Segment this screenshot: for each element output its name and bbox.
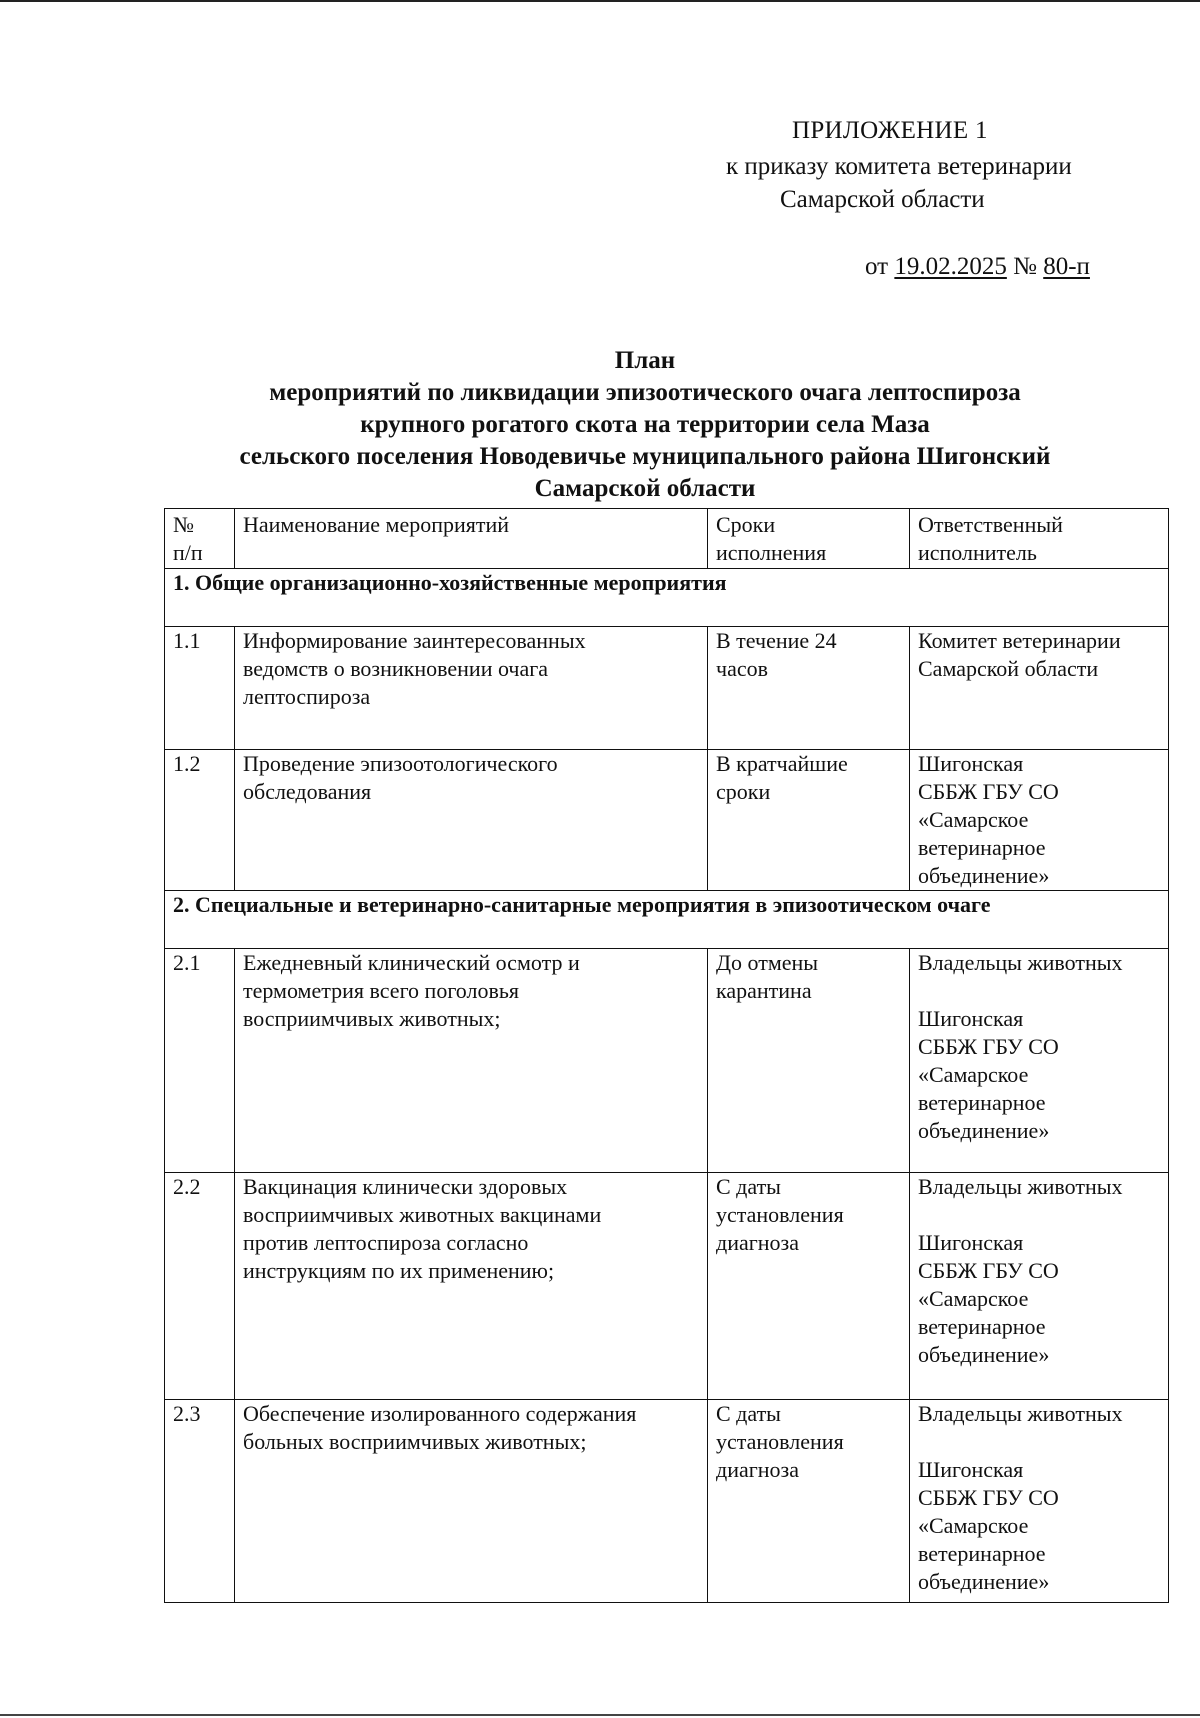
order-number-sign: № [1013,253,1037,280]
measures-table [164,508,1169,1603]
row-name: Информирование заинтересованных ведомств о возникновении очага лептоспироза [235,627,708,750]
section-row-1 [165,569,1169,627]
row-num: 2.2 [165,1173,235,1400]
header-num: № п/п [165,509,235,569]
row-term: С даты установления диагноза [708,1400,910,1603]
row-num: 1.2 [165,750,235,891]
row-name: Обеспечение изолированного содержания больных восприимчивых животных; [235,1400,708,1603]
row-responsible: Владельцы животных Шигонская СББЖ ГБУ СО «Самарское ветеринарное объединение» [910,1173,1169,1400]
title-line-3: крупного рогатого скота на территории села Маза [360,411,930,438]
header-responsible: Ответственный исполнитель [910,509,1169,569]
row-term: В кратчайшие сроки [708,750,910,891]
title-line-2: мероприятий по ликвидации эпизоотического очага лептоспироза [269,379,1021,406]
appendix-order-ref: к приказу комитета ветеринарии [726,153,1072,180]
row-term: До отмены карантина [708,949,910,1173]
appendix-title: ПРИЛОЖЕНИЕ 1 [792,117,988,144]
plan-title [120,345,1170,505]
title-line-1: План [614,347,676,374]
row-num: 1.1 [165,627,235,750]
order-number: 80-п [1043,253,1090,280]
row-name: Проведение эпизоотологического обследования [235,750,708,891]
row-name: Ежедневный клинический осмотр и термометрия всего поголовья восприимчивых животных; [235,949,708,1173]
row-responsible: Комитет ветеринарии Самарской области [910,627,1169,750]
row-term: В течение 24 часов [708,627,910,750]
header-name: Наименование мероприятий [235,509,708,569]
table-row [165,750,1169,891]
table-row [165,627,1169,750]
table-header-row [165,509,1169,569]
row-term: С даты установления диагноза [708,1173,910,1400]
row-num: 2.1 [165,949,235,1173]
page-bottom-border [0,1714,1200,1716]
title-line-4: сельского поселения Новодевичье муниципального района Шигонский [239,443,1051,470]
order-prefix: от [865,253,889,280]
row-name: Вакцинация клинически здоровых восприимчивых животных вакцинами против лептоспироза согласно инструкциям по их применению; [235,1173,708,1400]
row-responsible: Владельцы животных Шигонская СББЖ ГБУ СО «Самарское ветеринарное объединение» [910,1400,1169,1603]
appendix-region: Самарской области [780,186,985,213]
row-responsible: Владельцы животных Шигонская СББЖ ГБУ СО «Самарское ветеринарное объединение» [910,949,1169,1173]
section-row-2 [165,891,1169,949]
table-row [165,949,1169,1173]
section-title-2: 2. Специальные и ветеринарно-санитарные мероприятия в эпизоотическом очаге [165,891,1169,949]
row-num: 2.3 [165,1400,235,1603]
title-line-5: Самарской области [534,475,756,502]
table-row [165,1400,1169,1603]
header-term: Сроки исполнения [708,509,910,569]
order-reference [865,250,1090,284]
row-responsible: Шигонская СББЖ ГБУ СО «Самарское ветеринарное объединение» [910,750,1169,891]
page-top-border [0,0,1200,2]
order-date: 19.02.2025 [894,253,1007,280]
table-row [165,1173,1169,1400]
section-title-1: 1. Общие организационно-хозяйственные мероприятия [165,569,1169,627]
